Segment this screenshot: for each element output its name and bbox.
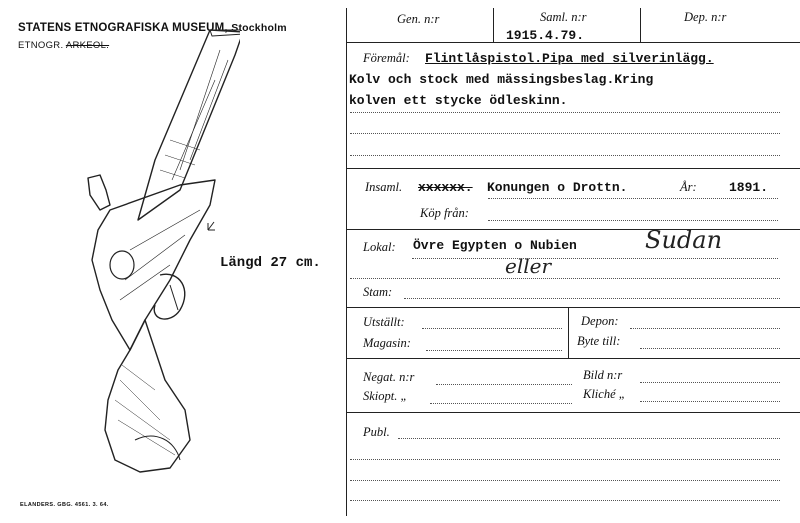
- section-rule-4: [346, 358, 800, 359]
- stam-label: Stam:: [363, 285, 393, 299]
- kliche-label: Kliché „: [583, 387, 626, 401]
- length-note: Längd 27 cm.: [220, 255, 321, 271]
- pistol-hammer: [88, 175, 110, 210]
- saml-number-label: Saml. n:r: [540, 10, 587, 24]
- foremal-label: Föremål:: [363, 51, 410, 65]
- publ-dotted-line-3: [350, 480, 780, 481]
- lokal-dotted-line-2: [350, 278, 780, 279]
- magasin-label: Magasin:: [363, 336, 411, 350]
- pistol-barrel: [138, 30, 240, 220]
- year-value: 1891.: [729, 180, 769, 195]
- utstallt-label: Utställt:: [363, 315, 405, 329]
- lokal-handwritten-eller: eller: [505, 254, 552, 278]
- department-archaeology-struck: ARKEOL.: [65, 40, 110, 51]
- foremal-dotted-line-1: [350, 112, 780, 113]
- lokal-label: Lokal:: [363, 240, 396, 254]
- museum-name-text: STATENS ETNOGRAFISKA MUSEUM,: [18, 22, 228, 34]
- pistol-illustration: [60, 20, 240, 480]
- byte-till-dotted-line: [640, 348, 780, 349]
- section-rule-5: [346, 412, 800, 413]
- panel-left-border: [346, 8, 347, 516]
- negat-dotted-line: [436, 384, 572, 385]
- lokal-value: Övre Egypten o Nubien: [413, 238, 577, 253]
- header-divider-2: [640, 8, 641, 42]
- museum-city: Stockholm: [231, 22, 287, 34]
- saml-number-value: 1915.4.79.: [506, 28, 585, 43]
- bild-dotted-line: [640, 382, 780, 383]
- insaml-struck: xxxxxx.: [418, 180, 473, 195]
- insaml-label: Insaml.: [365, 180, 403, 194]
- insaml-dotted-line: [488, 198, 778, 199]
- publ-label: Publ.: [363, 425, 390, 439]
- lokal-dotted-line-1: [412, 258, 778, 259]
- skiopt-dotted-line: [430, 403, 572, 404]
- header-divider-1: [493, 8, 494, 42]
- section-rule-3: [346, 307, 800, 308]
- section-rule-1: [346, 168, 800, 169]
- depon-label: Depon:: [581, 314, 619, 328]
- section-rule-2: [346, 229, 800, 230]
- byte-till-label: Byte till:: [577, 334, 621, 348]
- dep-number-label: Dep. n:r: [684, 10, 727, 24]
- publ-dotted-line-1: [398, 438, 780, 439]
- utstallt-divider: [568, 307, 569, 358]
- department-ethnography: ETNOGR.: [18, 40, 64, 51]
- depon-dotted-line: [630, 328, 780, 329]
- negat-number-label: Negat. n:r: [363, 370, 415, 384]
- lokal-handwritten-sudan: Sudan: [645, 226, 723, 254]
- foremal-dotted-line-3: [350, 155, 780, 156]
- kliche-dotted-line: [640, 401, 780, 402]
- year-label: År:: [680, 180, 697, 194]
- publ-dotted-line-2: [350, 459, 780, 460]
- foremal-dotted-line-2: [350, 133, 780, 134]
- stam-dotted-line: [404, 298, 780, 299]
- kop-fran-label: Köp från:: [420, 206, 469, 220]
- kop-fran-dotted-line: [488, 220, 778, 221]
- utstallt-dotted-line: [422, 328, 562, 329]
- printer-imprint: ELANDERS. GBG. 4561. 3. 64.: [20, 502, 109, 508]
- pistol-grip: [105, 320, 190, 472]
- insaml-value: Konungen o Drottn.: [487, 180, 628, 195]
- magasin-dotted-line: [426, 350, 562, 351]
- foremal-line-3: kolven ett stycke ödleskinn.: [349, 93, 568, 108]
- gen-number-label: Gen. n:r: [397, 12, 440, 26]
- foremal-line-1: Flintlåspistol.Pipa med silverinlägg.: [425, 51, 714, 66]
- publ-dotted-line-4: [350, 500, 780, 501]
- bild-number-label: Bild n:r: [583, 368, 623, 382]
- skiopt-label: Skiopt. „: [363, 389, 408, 403]
- foremal-line-2: Kolv och stock med mässingsbeslag.Kring: [349, 72, 654, 87]
